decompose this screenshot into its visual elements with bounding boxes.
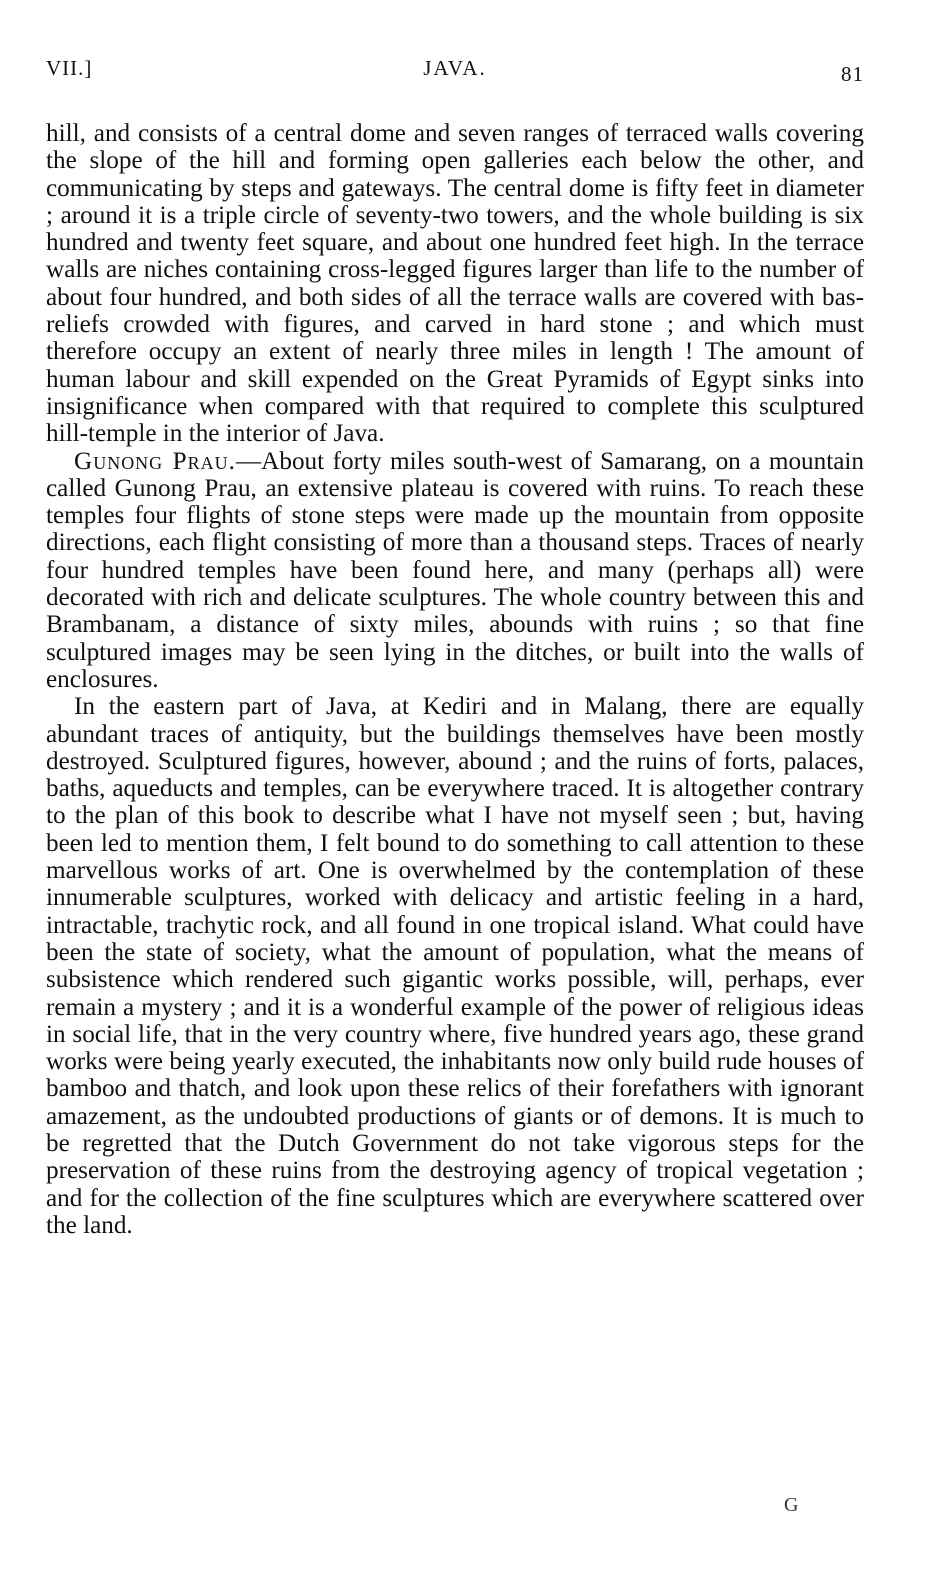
- body-text: [46, 120, 864, 1239]
- paragraph-heading: Gunong Prau.: [74, 447, 236, 475]
- paragraph-eastern-java: In the eastern part of Java, at Kediri and in Malang, there are equally abundant traces of antiquity, but the buildings themselves have been mostly destroyed. Sculptured figures, however, abound ; and the ruins of forts, palaces, baths, aqueducts and temples, can be everywhere traced. It is altogether contrary to the plan of this book to describe what I have not myself seen ; but, having been led to mention them, I felt bound to do something to call attention to these marvellous works of art. One is overwhelmed by the contemplation of these innumerable sculptures, worked with delicacy and artistic feeling in a hard, intractable, trachytic rock, and all found in one tropical island. What could have been the state of society, what the amount of population, what the means of subsistence which rendered such gigantic works possible, will, perhaps, ever remain a mystery ; and it is a wonderful example of the power of religious ideas in social life, that in the very country where, five hundred years ago, these grand works were being yearly executed, the inhabitants now only build rude houses of bamboo and thatch, and look upon these relics of their forefathers with ignorant amazement, as the undoubted productions of giants or of demons. It is much to be regretted that the Dutch Government do not take vigorous steps for the preservation of these ruins from the destroying agency of tropical vegetation ; and for the collection of the fine sculptures which are everywhere scattered over the land.: [46, 693, 864, 1239]
- page-number: 81: [841, 62, 864, 86]
- running-title: JAVA.: [423, 56, 487, 80]
- paragraph-text: —About forty miles south-west of Samarang, on a mountain called Gunong Prau, an extensive plateau is covered with ruins. To reach these temples four flights of stone steps were made up the mountain from opposite directions, each flight consisting of more than a thousand steps. Traces of nearly four hundred temples have been found here, and many (perhaps all) were decorated with rich and delicate sculptures. The whole country between this and Brambanam, a distance of sixty miles, abounds with ruins ; so that fine sculptured images may be seen lying in the ditches, or built into the walls of enclosures.: [46, 447, 865, 693]
- paragraph-continuation: hill, and consists of a central dome and seven ranges of terraced walls covering the slope of the hill and forming open galleries each below the other, and communicating by steps and gateways. The central dome is fifty feet in diameter ; around it is a triple circle of seventy-two towers, and the whole building is six hundred and twenty feet square, and about one hundred feet high. In the terrace walls are niches containing cross-legged figures larger than life to the number of about four hundred, and both sides of all the terrace walls are covered with bas-reliefs crowded with figures, and carved in hard stone ; and which must therefore occupy an extent of nearly three miles in length ! The amount of human labour and skill expended on the Great Pyramids of Egypt sinks into insignificance when compared with that required to complete this sculptured hill-temple in the interior of Java.: [46, 120, 864, 448]
- running-header: [46, 56, 864, 86]
- paragraph-gunong-prau: [46, 448, 864, 694]
- chapter-marker: VII.]: [46, 56, 93, 80]
- signature-mark: G: [784, 1494, 799, 1516]
